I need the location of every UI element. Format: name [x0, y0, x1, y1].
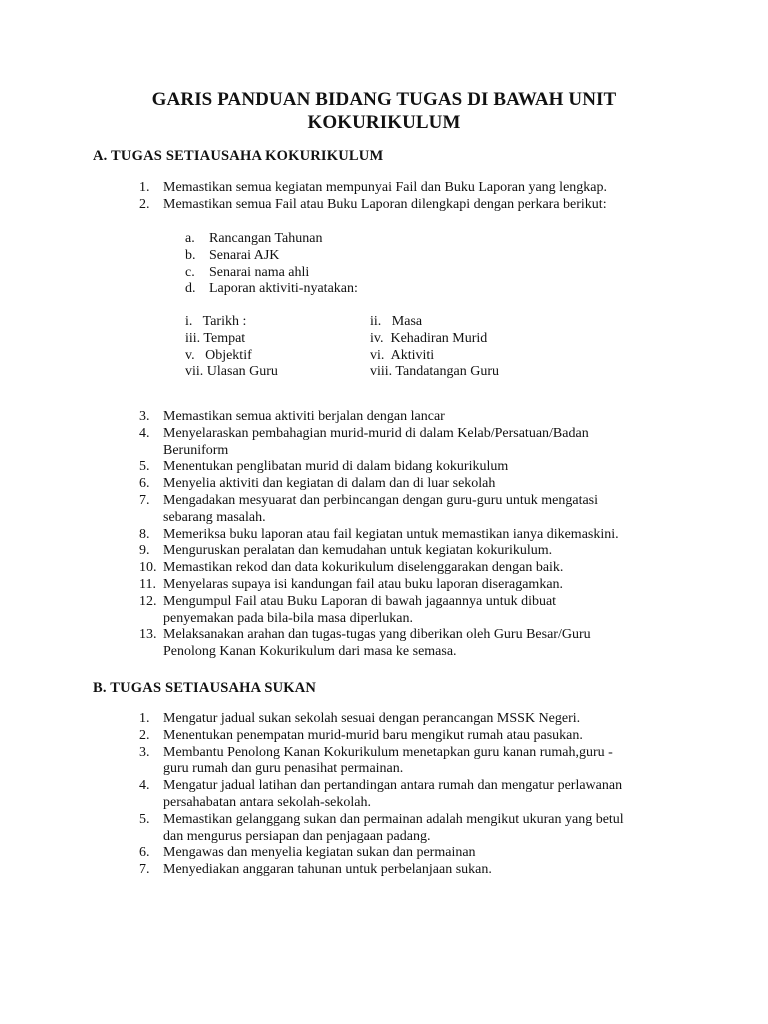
section-b-heading: B. TUGAS SETIAUSAHA SUKAN: [93, 680, 317, 696]
list-item-text: Menyediakan anggaran tahunan untuk perbelanjaan sukan.: [163, 862, 492, 878]
list-item-text: Menyelia aktiviti dan kegiatan di dalam dan di luar sekolah: [163, 476, 496, 492]
list-item-number: 6.: [139, 845, 150, 861]
list-item-text: Memastikan semua Fail atau Buku Laporan dilengkapi dengan perkara berikut:: [163, 196, 607, 212]
list-item-number: 1.: [139, 711, 150, 726]
list-item-text: Memastikan semua kegiatan mempunyai Fail dan Buku Laporan yang lengkap.: [163, 180, 607, 195]
list-item-text: Mengadakan mesyuarat dan perbincangan dengan guru-guru untuk mengatasi: [163, 493, 599, 508]
list-item-number: 9.: [139, 543, 150, 559]
list-item-number: 7.: [139, 493, 150, 508]
list-item-text: guru rumah dan guru penasihat permainan.: [163, 761, 404, 777]
list-item-text: Melaksanakan arahan dan tugas-tugas yang diberikan oleh Guru Besar/Guru: [163, 627, 591, 643]
list-item-text: Mengatur jadual latihan dan pertandingan antara rumah dan mengatur perlawanan: [163, 778, 623, 794]
list-item-text: persahabatan antara sekolah-sekolah.: [163, 794, 371, 810]
list-item-text: Menguruskan peralatan dan kemudahan untuk kegiatan kokurikulum.: [163, 543, 553, 559]
list-item-number: 2.: [139, 196, 150, 212]
list-item-text: Memastikan gelanggang sukan dan permainan adalah mengikut ukuran yang betul: [163, 811, 624, 827]
list-item-text: Mengawas dan menyelia kegiatan sukan dan permainan: [163, 845, 476, 861]
roman-item-right: viii. Tandatangan Guru: [370, 364, 500, 380]
list-item-number: 4.: [139, 778, 150, 794]
list-item-text: penyemakan pada bila-bila masa diperlukan.: [163, 610, 413, 626]
list-item-text: Menentukan penempatan murid-murid baru mengikut rumah atau pasukan.: [163, 727, 583, 743]
list-item-text: Beruniform: [163, 442, 229, 458]
title-line-2: KOKURIKULUM: [307, 112, 461, 133]
list-item-text: Memeriksa buku laporan atau fail kegiatan untuk memastikan ianya dikemaskini.: [163, 526, 619, 542]
sub-list-text: Senarai AJK: [209, 247, 280, 263]
roman-item-left: i. Tarikh :: [185, 314, 247, 329]
list-item-text: Memastikan semua aktiviti berjalan dengan lancar: [163, 409, 445, 424]
section-a-heading: A. TUGAS SETIAUSAHA KOKURIKULUM: [93, 148, 384, 164]
sub-list-text: Rancangan Tahunan: [209, 231, 323, 246]
list-item-text: dan mengurus persiapan dan penjagaan padang.: [163, 828, 431, 844]
sub-list-letter: d.: [185, 281, 196, 297]
list-item-text: Membantu Penolong Kanan Kokurikulum menetapkan guru kanan rumah,guru -: [163, 744, 613, 760]
sub-list-text: Senarai nama ahli: [209, 264, 310, 280]
list-item-number: 3.: [139, 744, 150, 760]
list-item-number: 5.: [139, 459, 150, 475]
sub-list-letter: c.: [185, 264, 195, 280]
roman-item-right: vi. Aktiviti: [370, 347, 435, 363]
document-title: [0, 88, 768, 134]
roman-item-left: vii. Ulasan Guru: [185, 364, 278, 380]
roman-item-right: iv. Kehadiran Murid: [370, 330, 488, 346]
list-item-number: 1.: [139, 180, 150, 195]
list-item-number: 11.: [139, 577, 156, 592]
list-item-text: Penolong Kanan Kokurikulum dari masa ke semasa.: [163, 644, 457, 660]
roman-item-right: ii. Masa: [370, 314, 423, 329]
list-item-number: 5.: [139, 811, 150, 827]
list-item-number: 8.: [139, 526, 150, 542]
list-item-number: 12.: [139, 593, 157, 609]
list-item-text: sebarang masalah.: [163, 509, 266, 525]
list-item-text: Menyelaras supaya isi kandungan fail atau buku laporan diseragamkan.: [163, 577, 564, 592]
sub-list-letter: a.: [185, 231, 195, 246]
roman-item-left: iii. Tempat: [185, 330, 246, 346]
list-item-number: 13.: [139, 627, 157, 643]
list-item-number: 2.: [139, 727, 150, 743]
list-item-text: Mengumpul Fail atau Buku Laporan di bawah jagaannya untuk dibuat: [163, 593, 557, 609]
list-item-number: 10.: [139, 560, 157, 576]
list-item-text: Memastikan rekod dan data kokurikulum diselenggarakan dengan baik.: [163, 560, 564, 576]
title-line-1: GARIS PANDUAN BIDANG TUGAS DI BAWAH UNIT: [151, 89, 617, 110]
list-item-number: 4.: [139, 425, 150, 441]
roman-item-left: v. Objektif: [185, 347, 252, 363]
sub-list-text: Laporan aktiviti-nyatakan:: [209, 281, 358, 297]
list-item-number: 3.: [139, 409, 150, 424]
sub-list-letter: b.: [185, 247, 196, 263]
list-item-number: 7.: [139, 862, 150, 878]
list-item-text: Menyelaraskan pembahagian murid-murid di dalam Kelab/Persatuan/Badan: [163, 425, 589, 441]
list-item-text: Menentukan penglibatan murid di dalam bidang kokurikulum: [163, 459, 509, 475]
list-item-text: Mengatur jadual sukan sekolah sesuai dengan perancangan MSSK Negeri.: [163, 711, 581, 726]
list-item-number: 6.: [139, 476, 150, 492]
